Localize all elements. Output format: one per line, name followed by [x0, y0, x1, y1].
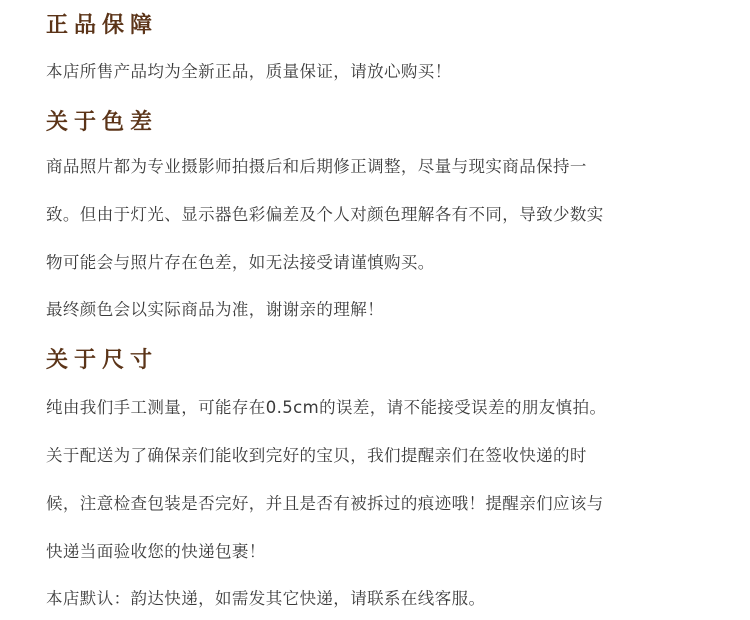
heading-size: 关于尺寸: [46, 347, 159, 373]
heading-color-difference: 关于色差: [46, 109, 159, 135]
text-line: 纯由我们手工测量，可能存在0.5cm的误差，请不能接受误差的朋友慎拍。: [46, 398, 607, 417]
text-line: 最终颜色会以实际商品为准，谢谢亲的理解！: [46, 300, 384, 319]
text-line: 物可能会与照片存在色差，如无法接受请谨慎购买。: [46, 253, 435, 272]
text-line: 本店所售产品均为全新正品，质量保证，请放心购买！: [46, 62, 452, 81]
text-line: 关于配送为了确保亲们能收到完好的宝贝，我们提醒亲们在签收快递的时: [46, 446, 587, 465]
text-line: 致。但由于灯光、显示器色彩偏差及个人对颜色理解各有不同，导致少数实: [46, 205, 604, 224]
heading-authentic-guarantee: 正品保障: [46, 12, 159, 38]
text-line: 本店默认：韵达快递，如需发其它快递，请联系在线客服。: [46, 589, 486, 608]
text-line: 候，注意检查包装是否完好，并且是否有被拆过的痕迹哦！提醒亲们应该与: [46, 494, 604, 513]
text-line: 快递当面验收您的快递包裹！: [46, 542, 266, 561]
text-line: 商品照片都为专业摄影师拍摄后和后期修正调整，尽量与现实商品保持一: [46, 157, 587, 176]
